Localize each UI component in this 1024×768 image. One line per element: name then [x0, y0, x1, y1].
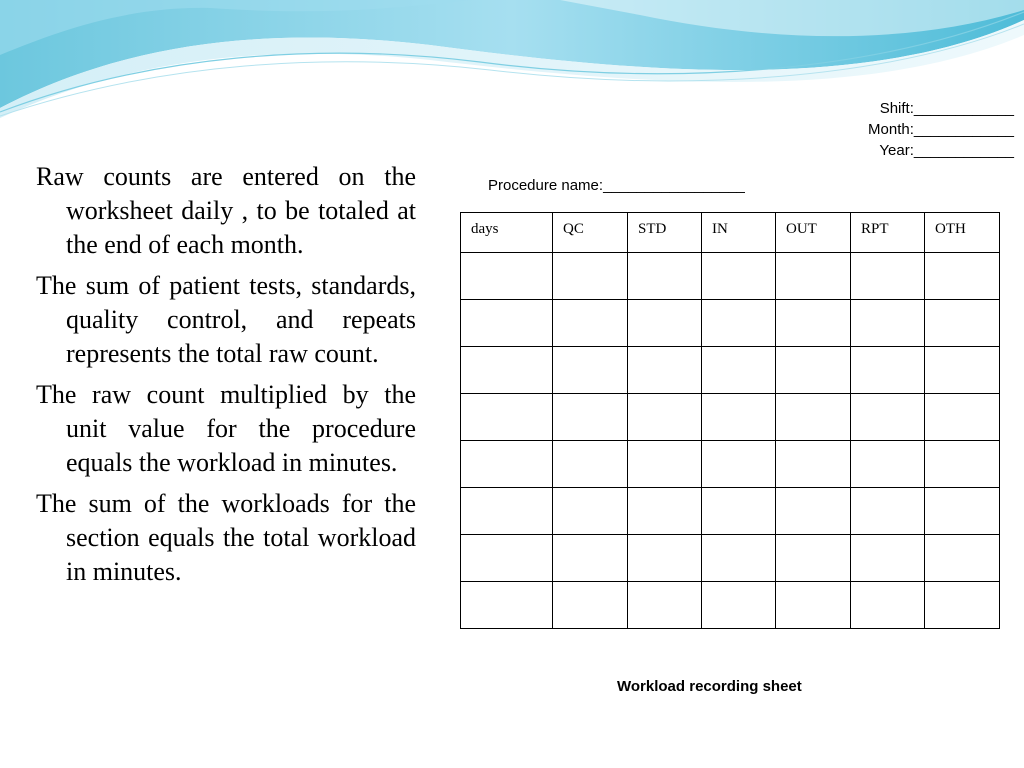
table-cell — [702, 488, 776, 535]
table-cell — [776, 535, 851, 582]
table-cell — [628, 347, 702, 394]
table-cell — [553, 582, 628, 629]
table-cell — [776, 394, 851, 441]
table-cell — [776, 582, 851, 629]
table-cell — [461, 300, 553, 347]
table-row — [461, 300, 1000, 347]
table-cell — [776, 488, 851, 535]
table-cell — [628, 535, 702, 582]
table-cell — [851, 253, 925, 300]
column-header-std: STD — [628, 213, 702, 253]
column-header-in: IN — [702, 213, 776, 253]
table-cell — [925, 347, 1000, 394]
body-paragraph: The sum of the workloads for the section equals the total workload in minutes. — [36, 489, 416, 586]
table-cell — [851, 300, 925, 347]
table-cell — [776, 253, 851, 300]
table-cell — [702, 582, 776, 629]
table-cell — [628, 394, 702, 441]
column-header-days: days — [461, 213, 553, 253]
table-body — [461, 253, 1000, 629]
table-cell — [776, 441, 851, 488]
column-header-out: OUT — [776, 213, 851, 253]
table-cell — [461, 441, 553, 488]
table-cell — [628, 300, 702, 347]
table-cell — [851, 488, 925, 535]
table-header-row — [461, 213, 1000, 253]
table-cell — [776, 347, 851, 394]
shift-field: Shift:____________ — [879, 100, 1014, 117]
body-paragraph: Raw counts are entered on the worksheet daily , to be totaled at the end of each month. — [36, 162, 416, 259]
table-row — [461, 535, 1000, 582]
table-cell — [553, 253, 628, 300]
body-paragraph: The sum of patient tests, standards, quality control, and repeats represents the total raw count. — [36, 271, 416, 368]
table-row — [461, 253, 1000, 300]
column-header-rpt: RPT — [851, 213, 925, 253]
table-cell — [461, 394, 553, 441]
table-cell — [628, 582, 702, 629]
table-cell — [628, 488, 702, 535]
workload-table — [460, 212, 1000, 629]
table-cell — [461, 582, 553, 629]
table-cell — [553, 347, 628, 394]
table-cell — [776, 300, 851, 347]
table-cell — [925, 582, 1000, 629]
table-cell — [461, 535, 553, 582]
table-cell — [461, 347, 553, 394]
column-header-oth: OTH — [925, 213, 1000, 253]
table-cell — [553, 488, 628, 535]
table-row — [461, 582, 1000, 629]
table-cell — [553, 300, 628, 347]
table-cell — [851, 535, 925, 582]
table-row — [461, 347, 1000, 394]
header-fields — [868, 98, 1014, 161]
table-cell — [925, 394, 1000, 441]
body-text — [36, 160, 416, 596]
table-cell — [702, 300, 776, 347]
table-cell — [702, 394, 776, 441]
body-paragraph: The raw count multiplied by the unit value for the procedure equals the workload in minutes. — [36, 380, 416, 477]
table-cell — [851, 347, 925, 394]
table-cell — [461, 253, 553, 300]
table-cell — [925, 441, 1000, 488]
table-cell — [925, 488, 1000, 535]
table-cell — [851, 441, 925, 488]
table-caption: Workload recording sheet — [617, 678, 802, 695]
table-cell — [925, 253, 1000, 300]
table-cell — [628, 441, 702, 488]
column-header-qc: QC — [553, 213, 628, 253]
table-cell — [851, 582, 925, 629]
table-row — [461, 441, 1000, 488]
table-cell — [461, 488, 553, 535]
table-cell — [553, 535, 628, 582]
table-cell — [628, 253, 702, 300]
year-field: Year:____________ — [879, 142, 1014, 159]
table-cell — [702, 253, 776, 300]
table-cell — [925, 535, 1000, 582]
month-field: Month:____________ — [868, 121, 1014, 138]
table-cell — [702, 347, 776, 394]
table-cell — [553, 441, 628, 488]
table-cell — [553, 394, 628, 441]
table-cell — [851, 394, 925, 441]
table-cell — [702, 535, 776, 582]
table-row — [461, 488, 1000, 535]
table-cell — [925, 300, 1000, 347]
procedure-name-label: Procedure name:_________________ — [488, 177, 745, 194]
table-cell — [702, 441, 776, 488]
table-row — [461, 394, 1000, 441]
